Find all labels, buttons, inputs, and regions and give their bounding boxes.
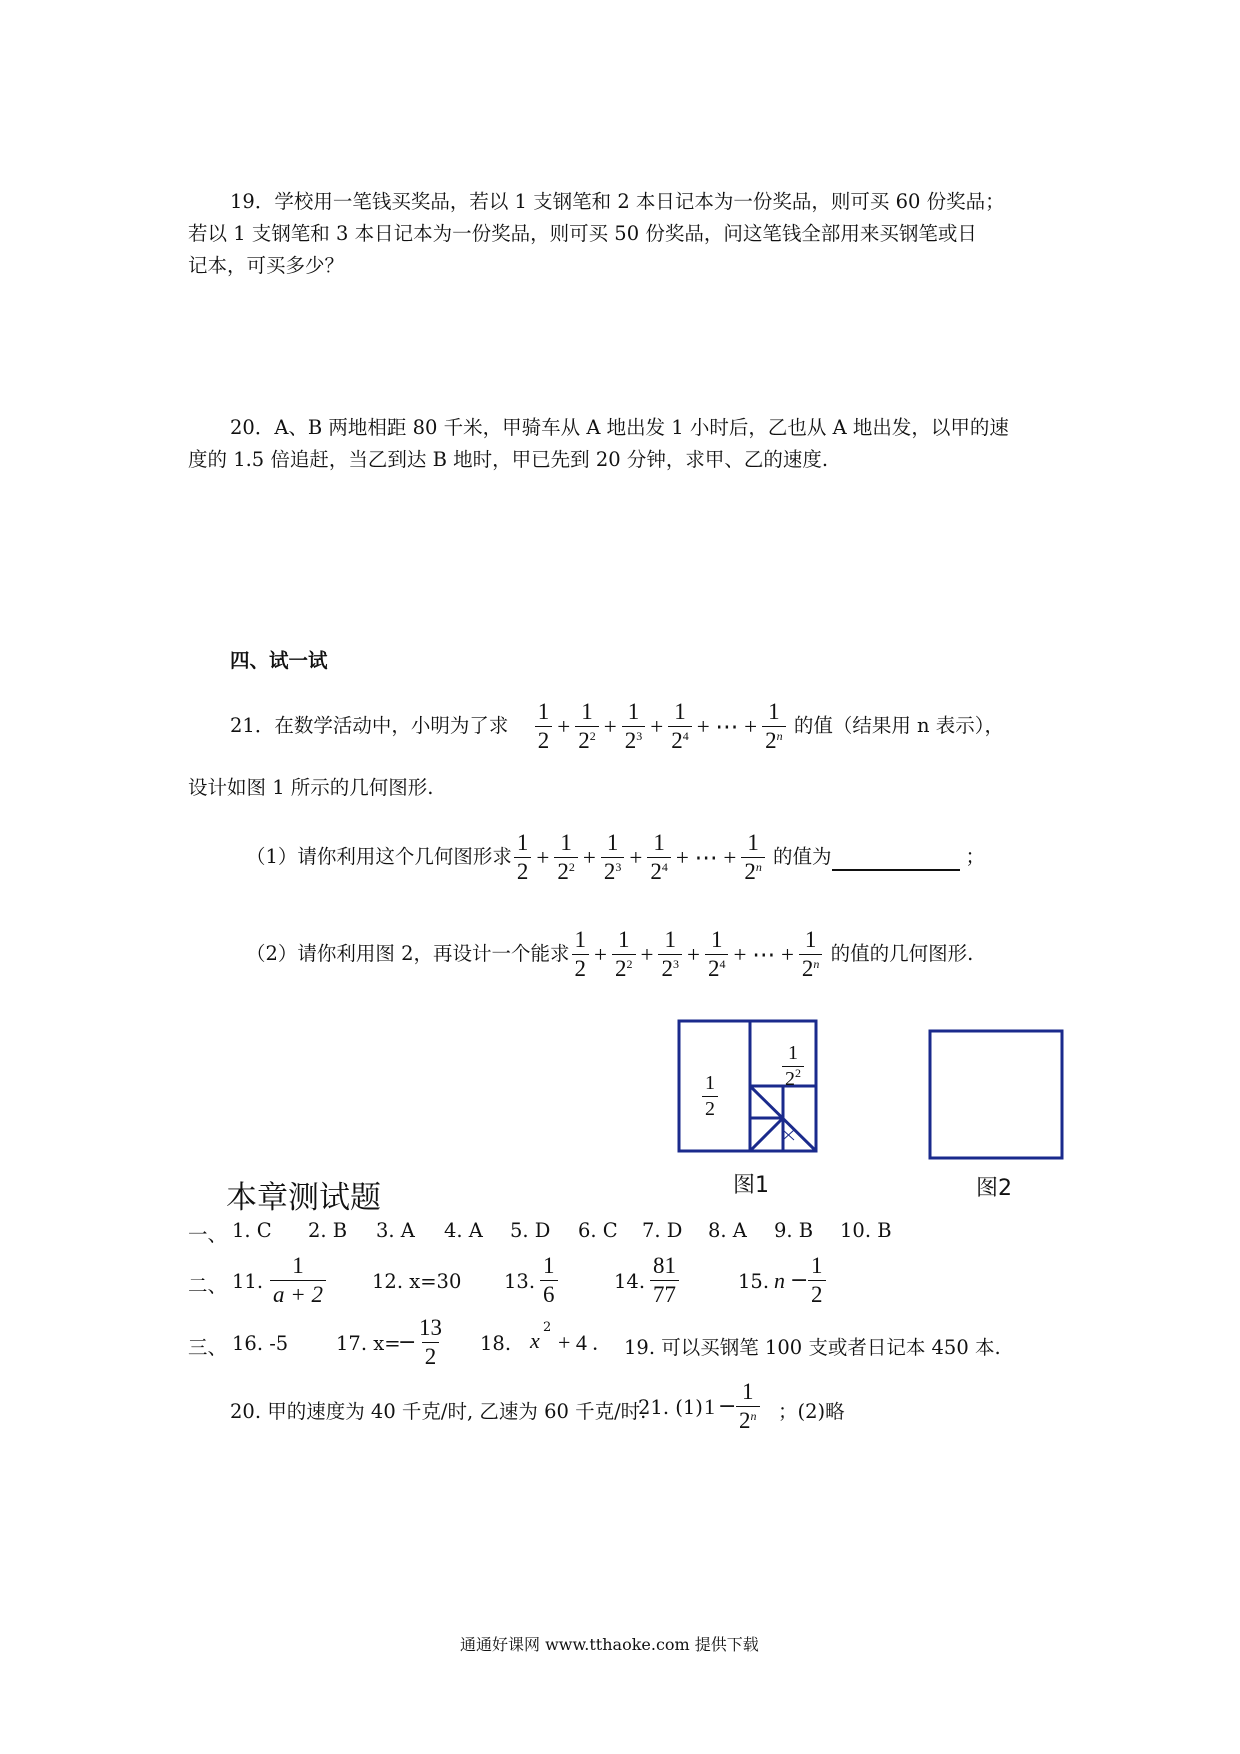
fraction-half: $\frac{1}{2}$ [514,831,532,884]
fraction-sixteenth: $\frac{1}{2^4}$ [705,928,729,981]
answer-item: 4. A [444,1219,483,1242]
fraction-quarter: $\frac{1}{2^2}$ [612,928,636,981]
row1-prefix: 一、 [188,1223,228,1246]
q15-fraction: $\frac{1}{2}$ [808,1254,826,1307]
fraction-sixteenth: $\frac{1}{2^4}$ [668,700,692,753]
q14-fraction: $\frac{81}{77}$ [650,1254,679,1307]
fig1-small-diagonal [750,1118,783,1151]
q19-line-2: 若以 1 支钢笔和 3 本日记本为一份奖品，则可买 50 份奖品，问这笔钱全部用来买钢笔或日 [188,222,977,245]
answer-blank[interactable] [832,845,960,871]
q13-fraction: $\frac{1}{6}$ [540,1254,558,1307]
figure-2 [927,1028,1067,1164]
fraction-sixteenth: $\frac{1}{2^4}$ [647,831,671,884]
question-20 [188,412,1009,476]
answer-item: 7. D [642,1219,683,1242]
section-4-heading: 四、试一试 [230,649,328,672]
fig1-quarter-label: $\frac{1}{2^2}$ [782,1043,804,1090]
answers-row-3: 三、 16. -5 17. x= − $\frac{13}{2}$ 18. x 2 + 4 . 19. 可以买钢笔 100 支或者日记本 450 本. [188,1315,1001,1370]
q21-part-2: （2）请你利用图 2，再设计一个能求 $\frac{1}{2}$ + $\frac{1}{2^2}$ + $\frac{1}{2^3}$ + $\frac{1}{2^4}$ + ⋯ + $\frac{1}{2^n}$ 的值的几何图形. [246,926,974,981]
fraction-nth: $\frac{1}{2^n}$ [799,928,823,981]
answer-item: 3. A [376,1219,415,1242]
fraction-half: $\frac{1}{2}$ [572,928,590,981]
fig2-square [930,1031,1062,1158]
question-19 [188,186,1005,282]
answer-item: 2. B [308,1219,348,1242]
answer-item: 9. B [774,1219,814,1242]
q19-line-3: 记本，可买多少？ [188,254,345,277]
answer-item: 1. C [232,1219,272,1242]
answers-row-4: 20. 甲的速度为 40 千克/时, 乙速为 60 千克/时. 21. (1) 1 − $\frac{1}{2^n}$ ；(2)略 [230,1379,845,1434]
answers-row-1 [188,1219,948,1251]
q19-line-1: 19．学校用一笔钱买奖品，若以 1 支钢笔和 2 本日记本为一份奖品，则可买 60 份奖品； [230,190,1005,213]
q21-answer-fraction: $\frac{1}{2^n}$ [736,1380,760,1433]
q21-part-1: （1）请你利用这个几何图形求 $\frac{1}{2}$ + $\frac{1}{2^2}$ + $\frac{1}{2^3}$ + $\frac{1}{2^4}$ + ⋯ + $\frac{1}{2^n}$ 的值为 ； [246,829,986,884]
q21-intro-line-2: 设计如图 1 所示的几何图形. [188,776,434,799]
answer-item: 6. C [578,1219,618,1242]
fraction-half: $\frac{1}{2}$ [535,700,553,753]
fraction-nth: $\frac{1}{2^n}$ [741,831,765,884]
fig1-half-label: $\frac{1}{2}$ [702,1073,718,1120]
q20-line-2: 度的 1.5 倍追赶，当乙到达 B 地时，甲已先到 20 分钟，求甲、乙的速度. [188,448,829,471]
fraction-eighth: $\frac{1}{2^3}$ [658,928,682,981]
figure-1-caption: 图1 [733,1173,769,1198]
fraction-quarter: $\frac{1}{2^2}$ [554,831,578,884]
q20-line-1: 20．A、B 两地相距 80 千米，甲骑车从 A 地出发 1 小时后，乙也从 A 地出发，以甲的速 [230,416,1009,439]
q21-intro: 21．在数学活动中，小明为了求 $\frac{1}{2}$ + $\frac{1}{2^2}$ + $\frac{1}{2^3}$ + $\frac{1}{2^4}$ + ⋯ + $\frac{1}{2^n}$ 的值（结果用 n 表示）， [230,698,1005,753]
footer: 通通好课网 www.tthaoke.com 提供下载 [460,1635,759,1654]
fraction-nth: $\frac{1}{2^n}$ [762,700,786,753]
q11-fraction: $\frac{1}{a + 2}$ [270,1254,326,1307]
answers-title: 本章测试题 [226,1180,381,1216]
fraction-eighth: $\frac{1}{2^3}$ [601,831,625,884]
q21-intro-prefix: 21．在数学活动中，小明为了求 [230,714,509,737]
answer-item: 8. A [708,1219,747,1242]
fraction-eighth: $\frac{1}{2^3}$ [622,700,646,753]
answers-row-2: 二、 11. $\frac{1}{a + 2}$ 12. x=30 13. $\frac{1}{6}$ 14. $\frac{81}{77}$ 15. n − $\frac{1}{2}$ [188,1254,888,1314]
q21-intro-suffix: 的值（结果用 n 表示）， [793,714,1005,737]
answer-item: 5. D [510,1219,551,1242]
answer-item: 10. B [840,1219,892,1242]
fraction-quarter: $\frac{1}{2^2}$ [575,700,599,753]
figure-2-caption: 图2 [976,1176,1012,1201]
q17-fraction: $\frac{13}{2}$ [419,1315,442,1370]
